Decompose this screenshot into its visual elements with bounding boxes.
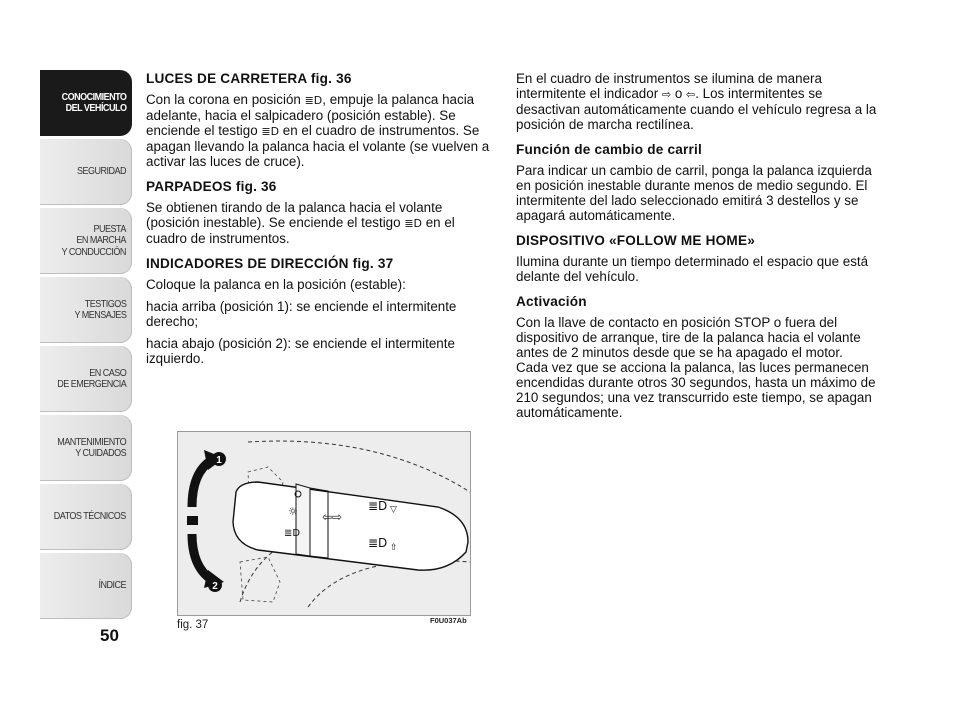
section-heading-parpadeos: PARPADEOS fig. 36	[146, 179, 277, 194]
text-run: En el cuadro de instrumentos se ilumina de manera intermitente el indicador	[516, 71, 822, 101]
column-outline	[308, 560, 470, 607]
parking-light-icon: ☼	[288, 505, 298, 518]
figure-caption: fig. 37	[177, 619, 209, 631]
paragraph-hacia-abajo: hacia abajo (posición 2): se enciende el intermitente izquierdo.	[146, 336, 455, 366]
figure-code: F0U037Ab	[430, 616, 467, 625]
tab-label: TESTIGOS Y MENSAJES	[74, 297, 126, 321]
pull-direction-icon: ⇧	[390, 543, 398, 553]
lever-body	[233, 482, 468, 570]
steering-outline	[248, 441, 470, 492]
tab-indice[interactable]	[40, 553, 132, 619]
turn-left-icon: ⇦	[686, 88, 696, 101]
turn-signal-icon: ⇦⇨	[322, 510, 343, 524]
lever-ring	[296, 484, 310, 556]
text-run: Se obtienen tirando de la palanca hacia el volante (posición inestable). Se enciende el testigo	[146, 200, 443, 230]
tab-label: PUESTA EN MARCHA Y CONDUCCIÓN	[61, 222, 126, 258]
tab-label: CONOCIMIENTO DEL VEHÍCULO	[61, 90, 126, 114]
low-beam-icon: ≣D	[284, 528, 301, 539]
text-run: . Los intermitentes se desactivan automáticamente cuando el vehículo regresa a la posición de marcha rectilínea.	[516, 86, 877, 132]
push-direction-icon: ▽	[390, 505, 397, 515]
tab-conocimiento-del-vehiculo[interactable]	[40, 70, 132, 136]
callout-1-label: 1	[216, 455, 222, 466]
text-run: Con la corona en posición	[146, 92, 305, 107]
paragraph-parpadeos	[146, 200, 496, 246]
tab-label: SEGURIDAD	[76, 165, 126, 178]
high-beam-icon: ≣D	[404, 217, 422, 230]
section-heading-cambio-de-carril: Función de cambio de carril	[516, 142, 702, 157]
paragraph-hacia-arriba: hacia arriba (posición 1): se enciende el intermitente derecho;	[146, 299, 457, 329]
paragraph-cambio-de-carril: Para indicar un cambio de carril, ponga la palanca izquierda en posición inestable durante menos de medio segundo. El intermitente del lado seleccionado emitirá 3 destellos y se apagará automáticamente.	[516, 163, 872, 223]
text-run: o	[671, 86, 686, 101]
right-text-column	[516, 71, 886, 427]
high-beam-icon: ≣D	[304, 94, 323, 107]
arrow-center-bar	[187, 516, 198, 525]
paragraph-follow-me-home: Ilumina durante un tiempo determinado el espacio que está delante del vehículo.	[516, 254, 869, 284]
high-beam-icon: ≣D	[261, 125, 280, 138]
paragraph-intermitentes	[516, 71, 886, 132]
tab-label: DATOS TÉCNICOS	[53, 510, 126, 523]
text-run: en el cuadro de instrumentos.	[146, 215, 455, 246]
high-beam-icon: ≣D	[368, 499, 388, 513]
text-run: en el cuadro de instrumentos. Se apagan llevando la palanca hacia el volante (se vuelven a activar las luces de cruce).	[146, 123, 490, 169]
page-number: 50	[100, 626, 119, 645]
tab-mantenimiento-y-cuidados[interactable]	[40, 415, 132, 481]
tab-puesta-en-marcha[interactable]	[40, 208, 132, 274]
tab-seguridad[interactable]	[40, 139, 132, 205]
tab-label: ÍNDICE	[98, 579, 126, 592]
tab-testigos-y-mensajes[interactable]	[40, 277, 132, 343]
lever-diagram	[178, 432, 470, 615]
figure-lever-illustration	[177, 431, 471, 616]
flash-beam-icon: ≣D	[368, 536, 388, 550]
tab-datos-tecnicos[interactable]	[40, 484, 132, 550]
turn-right-icon: ⇨	[661, 88, 672, 101]
paragraph-luces-de-carretera	[146, 92, 496, 169]
paragraph-posicion-estable: Coloque la palanca en la posición (estable):	[146, 277, 406, 292]
tab-label: MANTENIMIENTO Y CUIDADOS	[57, 435, 126, 459]
tab-label: EN CASO DE EMERGENCIA	[56, 366, 126, 390]
section-heading-indicadores-de-direccion: INDICADORES DE DIRECCIÓN fig. 37	[146, 256, 394, 271]
tab-en-caso-de-emergencia[interactable]	[40, 346, 132, 412]
callout-2-label: 2	[212, 581, 218, 592]
section-heading-activacion: Activación	[516, 294, 587, 309]
left-text-column	[146, 71, 496, 373]
section-heading-luces-de-carretera: LUCES DE CARRETERA fig. 36	[146, 71, 352, 86]
paragraph-activacion: Con la llave de contacto en posición STOP o fuera del dispositivo de arranque, tire de la palanca hacia el volante antes de 2 minutos desde que se ha apagado el motor.	[516, 315, 861, 360]
paragraph-luces-encendidas: Cada vez que se acciona la palanca, las luces permanecen encendidas durante otros 30 segundos, hasta un máximo de 210 segundos; una vez transcurrido este tiempo, se apagan automáticamente.	[516, 360, 876, 420]
section-heading-follow-me-home: DISPOSITIVO «FOLLOW ME HOME»	[516, 233, 755, 248]
text-run: , empuje la palanca hacia adelante, hacia el salpicadero (posición estable). Se enciende el testigo	[146, 92, 475, 138]
